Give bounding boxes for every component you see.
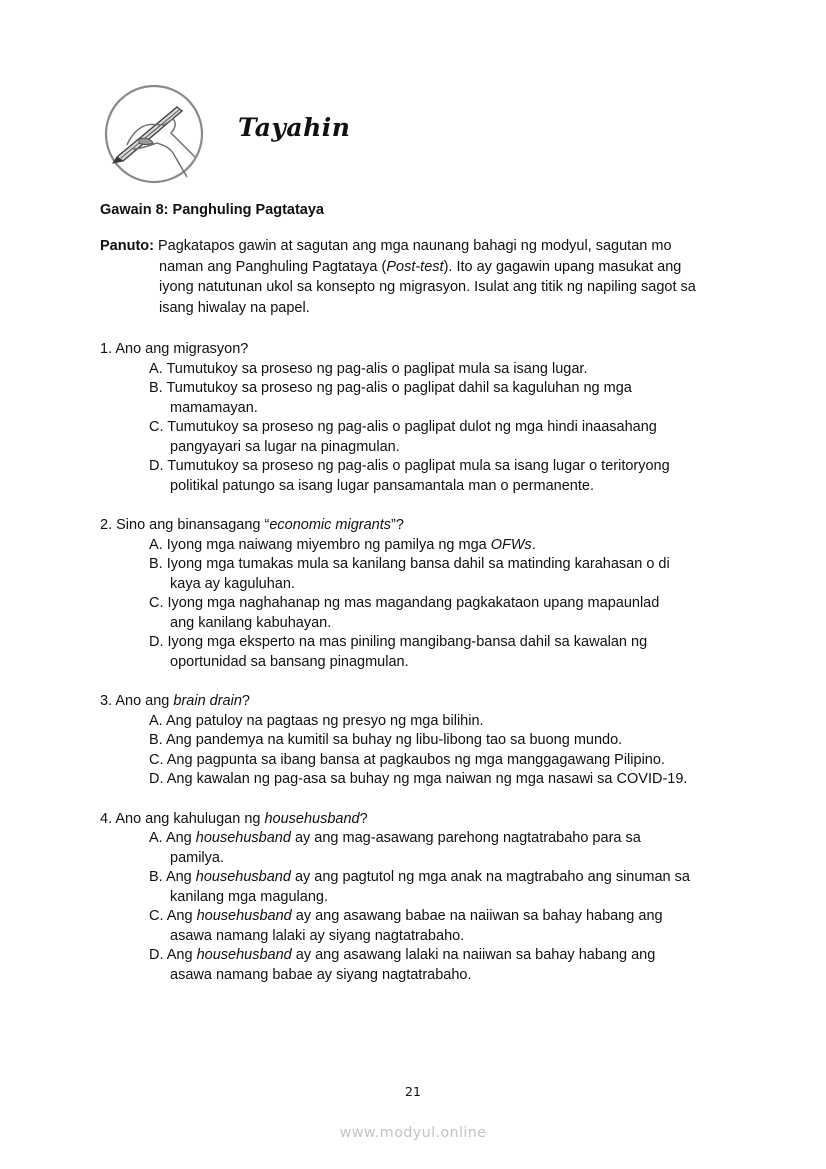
choice-letter: B. bbox=[149, 380, 163, 396]
instructions-line-2 bbox=[100, 257, 740, 278]
question-list bbox=[100, 340, 760, 1005]
choice-text bbox=[166, 869, 690, 885]
instructions-line-3: iyong natutunan ukol sa konsepto ng migrasyon. Isulat ang titik ng napiling sagot sa bbox=[159, 279, 696, 295]
question-text-part: ? bbox=[359, 810, 368, 827]
choice-b bbox=[100, 555, 760, 594]
choice-text: Tumutukoy sa proseso ng pag-alis o paglipat dahil sa kaguluhan ng mga bbox=[166, 380, 632, 396]
choice-term: OFWs bbox=[490, 536, 532, 553]
choice-term: househusband bbox=[196, 908, 292, 924]
choice-text-part: Ang bbox=[166, 908, 197, 924]
choice-text-continued: pangyayari sa lugar na pinagmulan. bbox=[170, 438, 400, 455]
question-text-part: Ano ang kahulugan ng bbox=[115, 810, 265, 827]
choice-text: Iyong mga eksperto na mas piniling mangibang-bansa dahil sa kawalan ng bbox=[167, 634, 648, 650]
question-number: 3. bbox=[100, 693, 113, 709]
instructions-line-1 bbox=[100, 236, 740, 257]
choice-text-part: . bbox=[531, 536, 536, 553]
watermark: www.modyul.online bbox=[339, 1125, 487, 1141]
choice-letter: D. bbox=[149, 634, 164, 650]
instructions-text: Pagkatapos gawin at sagutan ang mga naunang bahagi ng modyul, sagutan mo bbox=[158, 238, 672, 254]
choice-d bbox=[100, 770, 760, 790]
question-term: brain drain bbox=[173, 693, 242, 709]
choice-letter: C. bbox=[149, 908, 164, 924]
choice-text: Tumutukoy sa proseso ng pag-alis o paglipat mula sa isang lugar. bbox=[166, 360, 588, 377]
instructions-label: Panuto: bbox=[100, 238, 154, 254]
choice-letter: B. bbox=[149, 732, 163, 748]
choice-term: househusband bbox=[196, 947, 292, 963]
question-text bbox=[115, 811, 367, 827]
choice-a bbox=[100, 712, 760, 732]
question-text bbox=[116, 517, 404, 533]
question-stem bbox=[100, 516, 760, 536]
question-term: economic migrants bbox=[269, 517, 391, 533]
question-stem bbox=[100, 810, 760, 830]
choice-list bbox=[100, 360, 760, 497]
choice-text-part: ay ang asawang babae na naiiwan sa bahay habang ang bbox=[291, 908, 663, 924]
choice-text-part: Ang bbox=[165, 830, 196, 846]
choice-letter: B. bbox=[149, 869, 163, 885]
choice-text-part: Iyong mga naiwang miyembro ng pamilya ng mga bbox=[166, 536, 491, 553]
choice-term: househusband bbox=[195, 869, 291, 885]
instructions-text: ). Ito ay gagawin upang masukat ang bbox=[443, 258, 682, 275]
choice-text-continued: kaya ay kaguluhan. bbox=[170, 575, 295, 592]
choice-text: Tumutukoy sa proseso ng pag-alis o paglipat dulot ng mga hindi inaasahang bbox=[167, 419, 657, 435]
question-1 bbox=[100, 340, 760, 496]
choice-text: Ang pandemya na kumitil sa buhay ng libu-libong tao sa buong mundo. bbox=[165, 732, 623, 748]
choice-c bbox=[100, 751, 760, 771]
question-text-part: ”? bbox=[391, 517, 404, 533]
choice-letter: D. bbox=[149, 947, 164, 963]
choice-b bbox=[100, 731, 760, 751]
choice-text-continued: oportunidad sa bansang pinagmulan. bbox=[170, 653, 409, 670]
choice-letter: D. bbox=[149, 771, 164, 787]
question-stem bbox=[100, 340, 760, 360]
question-text-part: ? bbox=[241, 693, 250, 709]
instructions bbox=[100, 236, 740, 318]
choice-letter: A. bbox=[149, 712, 163, 729]
choice-text bbox=[167, 537, 536, 553]
choice-text-part: Ang bbox=[166, 947, 197, 963]
choice-c bbox=[100, 594, 760, 633]
choice-text-continued: asawa namang lalaki ay siyang nagtatrabaho. bbox=[170, 927, 465, 944]
choice-letter: C. bbox=[149, 419, 164, 435]
choice-text-continued: politikal patungo sa isang lugar pansamantala man o permanente. bbox=[170, 477, 594, 494]
page-number: 21 bbox=[405, 1084, 421, 1099]
choice-text: Ang patuloy na pagtaas ng presyo ng mga bilihin. bbox=[165, 712, 484, 729]
choice-letter: D. bbox=[149, 458, 164, 474]
choice-d bbox=[100, 946, 760, 985]
choice-list bbox=[100, 536, 760, 673]
question-term: househusband bbox=[264, 810, 360, 827]
question-text-part: Sino ang binansagang “ bbox=[116, 517, 270, 533]
choice-c bbox=[100, 907, 760, 946]
pencil-hand-icon bbox=[103, 83, 205, 185]
question-text: Ano ang migrasyon? bbox=[115, 341, 249, 357]
question-number: 4. bbox=[100, 810, 113, 827]
question-text bbox=[115, 693, 250, 709]
instructions-line-4: isang hiwalay na papel. bbox=[159, 299, 310, 316]
choice-c bbox=[100, 418, 760, 457]
choice-text bbox=[166, 830, 641, 846]
choice-text-part: Ang bbox=[165, 869, 196, 885]
choice-list bbox=[100, 829, 760, 985]
choice-a bbox=[100, 360, 760, 380]
choice-text-continued: ang kanilang kabuhayan. bbox=[170, 614, 332, 631]
choice-letter: A. bbox=[149, 830, 163, 846]
question-stem bbox=[100, 692, 760, 712]
choice-text-part: ay ang pagtutol ng mga anak na magtrabaho ang sinuman sa bbox=[290, 869, 690, 885]
choice-text-continued: mamamayan. bbox=[170, 399, 258, 416]
choice-text bbox=[167, 947, 656, 963]
choice-letter: A. bbox=[149, 536, 163, 553]
post-test-term: Post-test bbox=[386, 258, 444, 275]
choice-text: Tumutukoy sa proseso ng pag-alis o paglipat mula sa isang lugar o teritoryong bbox=[167, 458, 670, 474]
choice-term: househusband bbox=[195, 830, 291, 846]
choice-text: Ang pagpunta sa ibang bansa at pagkaubos ng mga manggagawang Pilipino. bbox=[166, 751, 665, 768]
activity-title: Gawain 8: Panghuling Pagtataya bbox=[100, 202, 324, 218]
question-4 bbox=[100, 810, 760, 986]
choice-text-part: ay ang mag-asawang parehong nagtatrabaho para sa bbox=[290, 830, 641, 846]
choice-letter: C. bbox=[149, 595, 164, 611]
choice-a bbox=[100, 536, 760, 556]
question-text-part: Ano ang bbox=[115, 693, 174, 709]
choice-letter: C. bbox=[149, 751, 164, 768]
choice-text-part: ay ang asawang lalaki na naiiwan sa bahay habang ang bbox=[291, 947, 656, 963]
choice-text bbox=[167, 908, 663, 924]
choice-text-continued: asawa namang babae ay siyang nagtatrabaho. bbox=[170, 966, 472, 983]
choice-text-continued: pamilya. bbox=[170, 849, 224, 866]
choice-text: Iyong mga naghahanap ng mas magandang pagkakataon upang mapaunlad bbox=[167, 595, 660, 611]
question-3 bbox=[100, 692, 760, 790]
choice-list bbox=[100, 712, 760, 790]
instructions-text: naman ang Panghuling Pagtataya ( bbox=[159, 258, 387, 275]
choice-text-continued: kanilang mga magulang. bbox=[170, 888, 328, 905]
choice-letter: A. bbox=[149, 360, 163, 377]
question-number: 1. bbox=[100, 341, 113, 357]
choice-text: Ang kawalan ng pag-asa sa buhay ng mga naiwan ng mga nasawi sa COVID-19. bbox=[166, 771, 688, 787]
choice-b bbox=[100, 379, 760, 418]
choice-b bbox=[100, 868, 760, 907]
choice-letter: B. bbox=[149, 556, 163, 572]
question-number: 2. bbox=[100, 517, 113, 533]
choice-a bbox=[100, 829, 760, 868]
section-title: Tayahin bbox=[238, 113, 351, 142]
choice-text: Iyong mga tumakas mula sa kanilang bansa dahil sa matinding karahasan o di bbox=[166, 556, 670, 572]
choice-d bbox=[100, 633, 760, 672]
question-2 bbox=[100, 516, 760, 672]
choice-d bbox=[100, 457, 760, 496]
